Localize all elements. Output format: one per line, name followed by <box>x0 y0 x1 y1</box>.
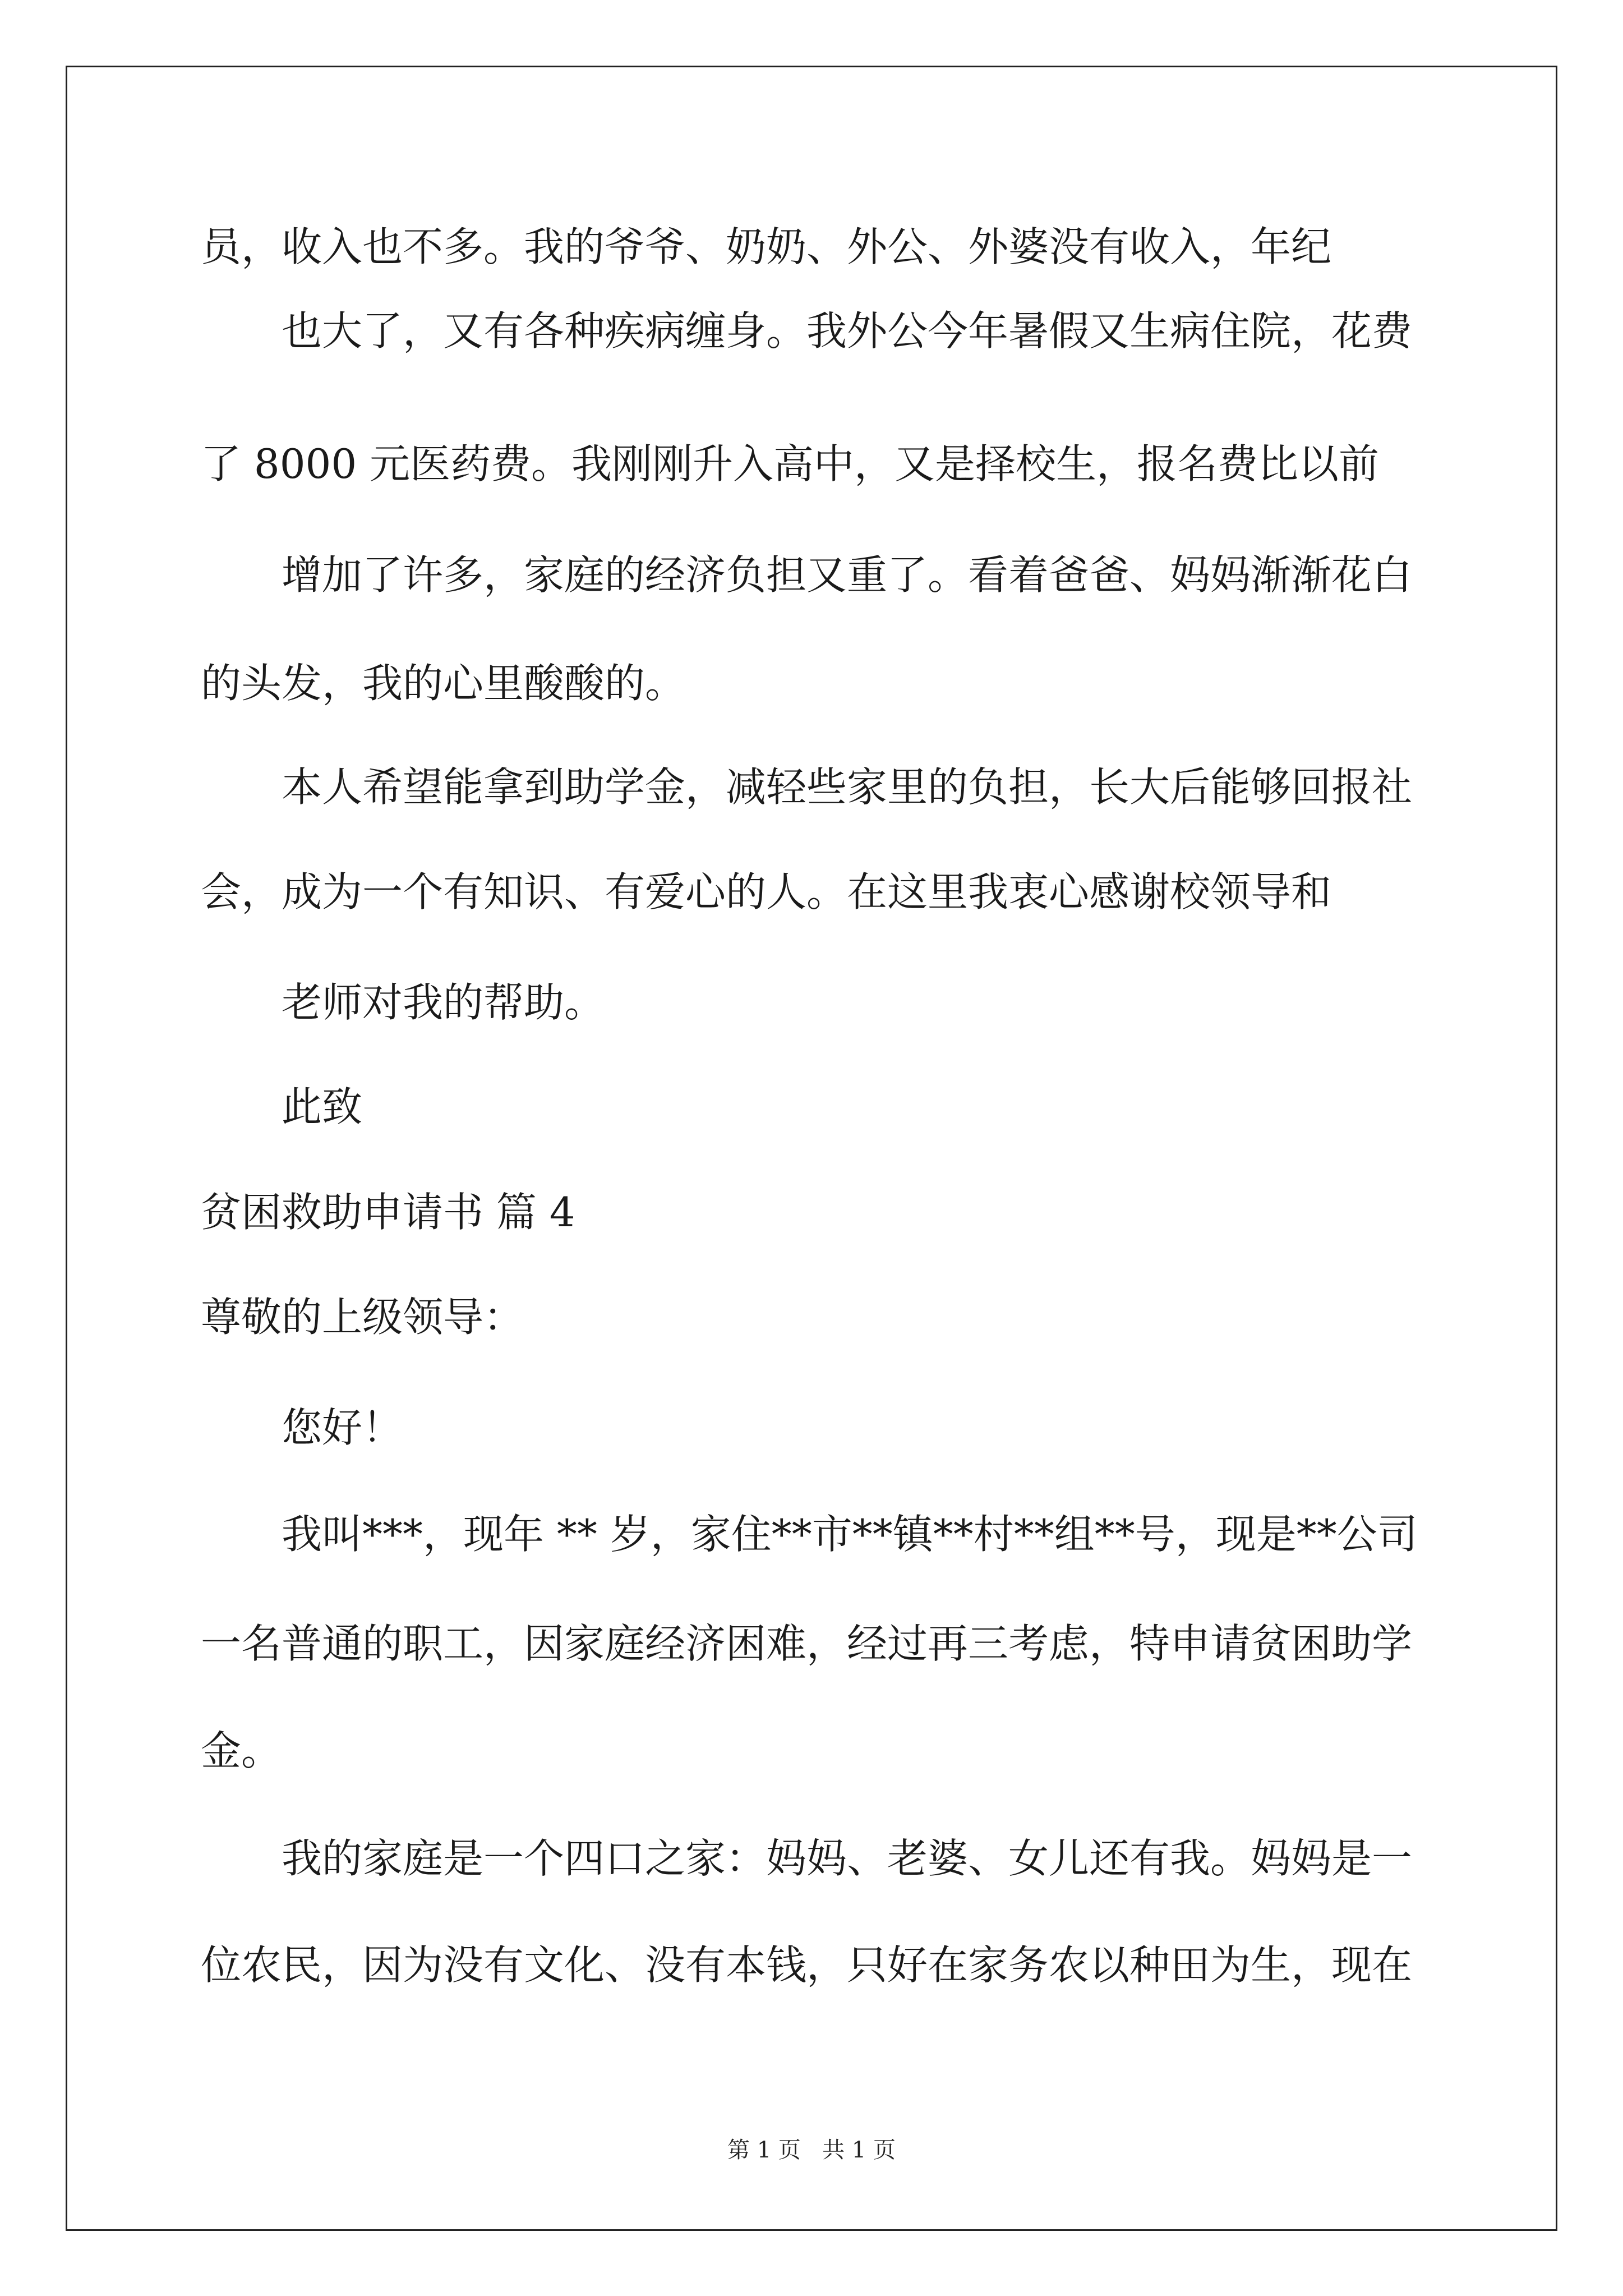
body-line: 员，收入也不多。我的爷爷、奶奶、外公、外婆没有收入，年纪 <box>201 223 1332 270</box>
section-heading: 贫困救助申请书 篇 4 <box>201 1189 575 1236</box>
body-line: 的头发，我的心里酸酸的。 <box>201 660 686 707</box>
body-line: 老师对我的帮助。 <box>282 979 605 1026</box>
closing-salutation: 此致 <box>282 1083 363 1130</box>
body-line: 了 8000 元医药费。我刚刚升入高中，又是择校生，报名费比以前 <box>201 440 1380 487</box>
greeting-line: 您好！ <box>282 1404 403 1451</box>
body-line: 会，成为一个有知识、有爱心的人。在这里我衷心感谢校领导和 <box>201 868 1332 915</box>
body-line: 一名普通的职工，因家庭经济困难，经过再三考虑，特申请贫困助学 <box>201 1620 1413 1667</box>
page-footer: 第 1 页 共 1 页 <box>727 2137 896 2163</box>
body-line: 也大了，又有各种疾病缠身。我外公今年暑假又生病住院，花费 <box>282 307 1413 355</box>
body-line: 位农民，因为没有文化、没有本钱，只好在家务农以种田为生，现在 <box>201 1941 1413 1989</box>
body-line: 增加了许多，家庭的经济负担又重了。看着爸爸、妈妈渐渐花白 <box>282 551 1413 599</box>
body-line: 我的家庭是一个四口之家：妈妈、老婆、女儿还有我。妈妈是一 <box>282 1835 1413 1882</box>
page-border <box>66 66 1557 2231</box>
body-line: 金。 <box>201 1727 282 1774</box>
body-line: 我叫***，现年 ** 岁，家住**市**镇**村**组**号，现是**公司 <box>282 1511 1418 1558</box>
letter-salutation: 尊敬的上级领导： <box>201 1294 524 1341</box>
body-line: 本人希望能拿到助学金，减轻些家里的负担，长大后能够回报社 <box>282 763 1413 811</box>
